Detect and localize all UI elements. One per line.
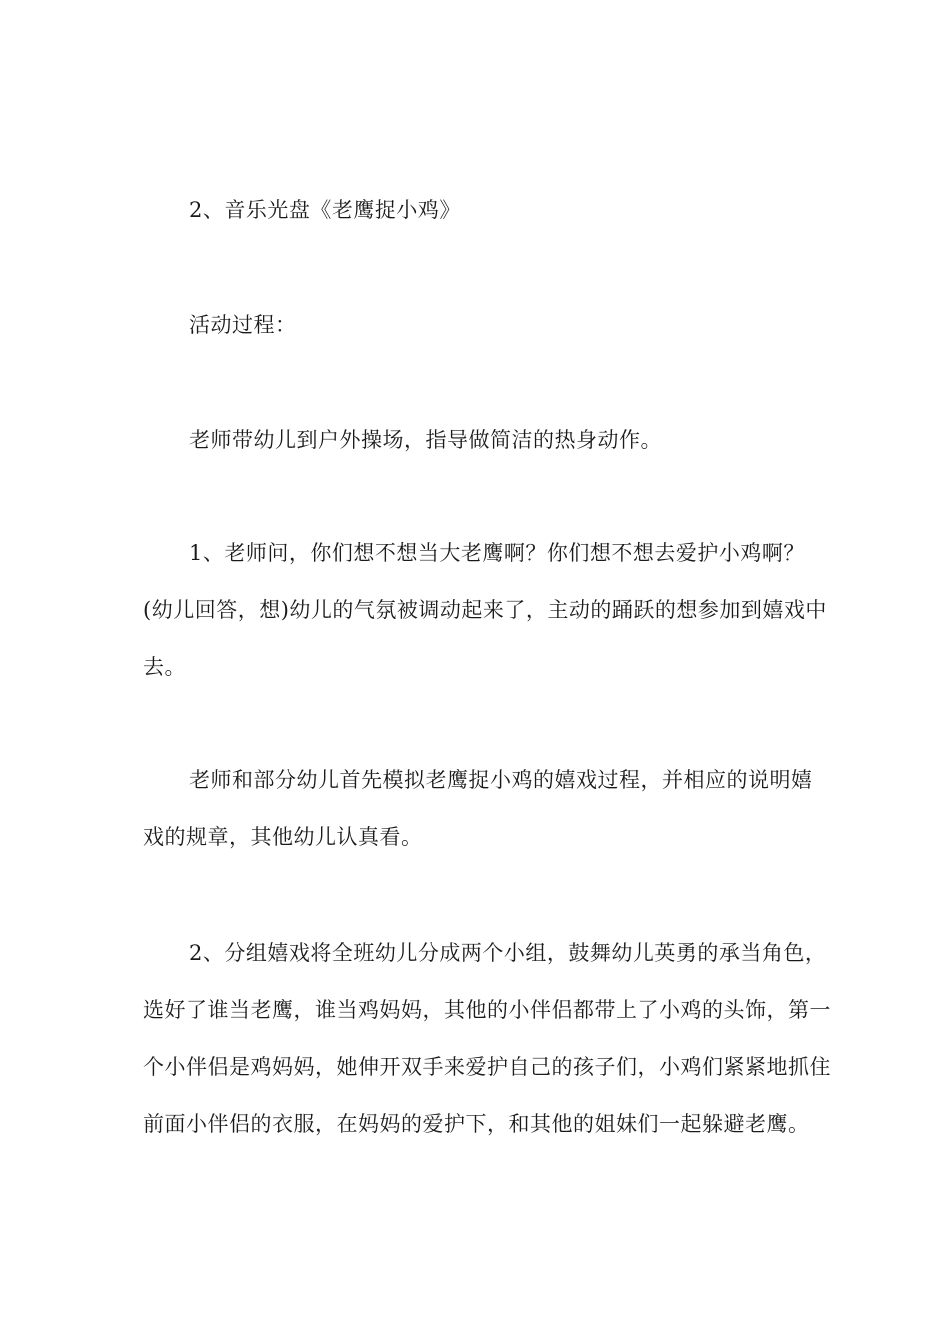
paragraph-materials-item-2: 2、音乐光盘《老鹰捉小鸡》 (189, 198, 461, 222)
paragraph-step-1: 1、老师问，你们想不想当大老鹰啊？你们想不想去爱护小鸡啊？(幼儿回答，想)幼儿的气氛被调动起来了，主动的踊跃的想参加到嬉戏中去。 (143, 541, 827, 679)
paragraph-warmup: 老师带幼儿到户外操场，指导做简洁的热身动作。 (189, 428, 662, 452)
paragraph-activity-process-heading: 活动过程： (189, 313, 297, 337)
paragraph-step-2: 2、分组嬉戏将全班幼儿分成两个小组，鼓舞幼儿英勇的承当角色，选好了谁当老鹰，谁当鸡妈妈，其他的小伴侣都带上了小鸡的头饰，第一个小伴侣是鸡妈妈，她伸开双手来爱护自己的孩子们，小鸡们紧紧地抓住前面小伴侣的衣服，在妈妈的爱护下，和其他的姐妹们一起躲避老鹰。 (143, 941, 831, 1136)
paragraph-demonstration: 老师和部分幼儿首先模拟老鹰捉小鸡的嬉戏过程，并相应的说明嬉戏的规章，其他幼儿认真看。 (143, 768, 813, 849)
